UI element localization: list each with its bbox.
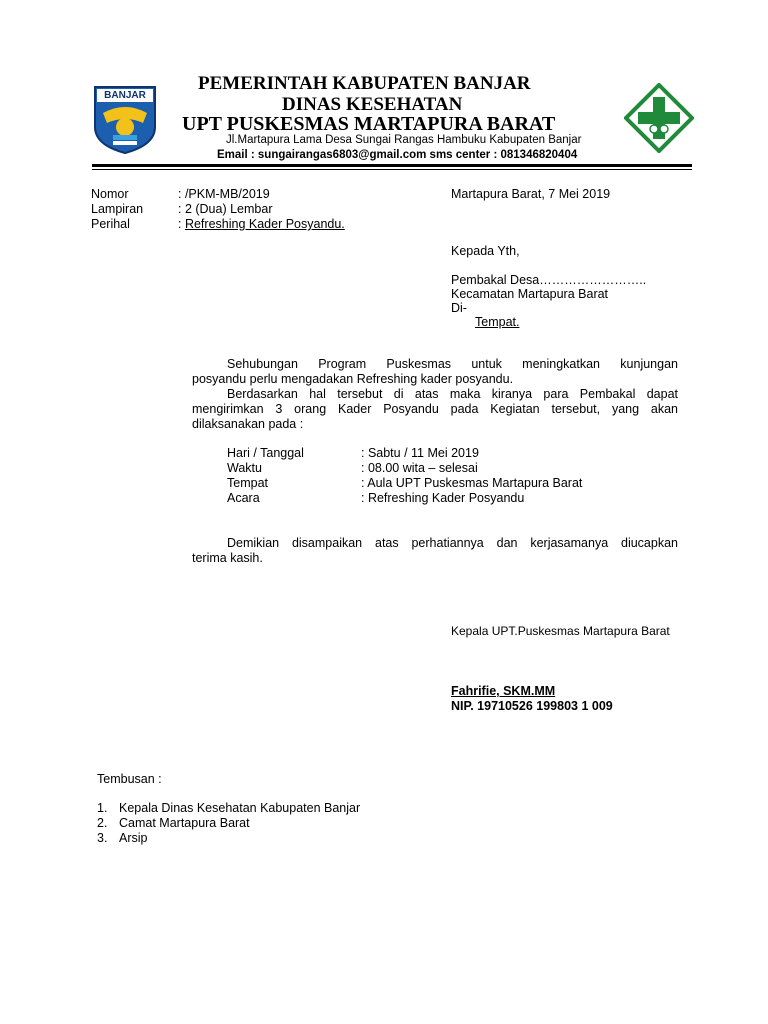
header-address: Jl.Martapura Lama Desa Sungai Rangas Hambuku Kabupaten Banjar xyxy=(226,134,582,146)
header-divider-thick xyxy=(92,164,692,167)
signature-title: Kepala UPT.Puskesmas Martapura Barat xyxy=(451,624,670,638)
detail-label-place: Tempat xyxy=(227,476,268,490)
cc-heading: Tembusan : xyxy=(97,772,162,786)
puskesmas-cross-logo xyxy=(624,83,694,153)
perihal-label: Perihal xyxy=(91,217,130,231)
cc-item xyxy=(97,801,360,816)
detail-label-event: Acara xyxy=(227,491,260,505)
recipient-line-2: Kecamatan Martapura Barat xyxy=(451,287,609,301)
recipient-line-1: Pembakal Desa…………………….. xyxy=(451,273,647,287)
nomor-value: : /PKM-MB/2019 xyxy=(178,187,270,201)
lampiran-value: : 2 (Dua) Lembar xyxy=(178,202,273,216)
cc-item xyxy=(97,831,147,846)
paragraph-3-line-1: Demikian disampaikan atas perhatiannya dan kerjasamanya diucapkan xyxy=(227,536,678,550)
cc-item xyxy=(97,816,250,831)
header-line-2: DINAS KESEHATAN xyxy=(282,94,463,115)
header-line-3: UPT PUSKESMAS MARTAPURA BARAT xyxy=(182,113,556,135)
paragraph-2-line-2: mengirimkan 3 orang Kader Posyandu pada Kegiatan tersebut, yang akan xyxy=(192,402,678,416)
paragraph-1-line-2: posyandu perlu mengadakan Refreshing kader posyandu. xyxy=(192,372,514,386)
header-divider-thin xyxy=(92,169,692,170)
lampiran-label: Lampiran xyxy=(91,202,144,216)
cc-item-number: 2. xyxy=(97,816,108,830)
cc-item-text: Kepala Dinas Kesehatan Kabupaten Banjar xyxy=(119,801,361,815)
signature-name: Fahrifie, SKM.MM xyxy=(451,684,556,698)
perihal-value-row xyxy=(178,217,345,232)
paragraph-3-line-2: terima kasih. xyxy=(192,551,263,565)
detail-value-place: : Aula UPT Puskesmas Martapura Barat xyxy=(361,476,583,490)
recipient-line-3: Di- xyxy=(451,301,467,315)
perihal-value: Refreshing Kader Posyandu. xyxy=(184,217,345,231)
cc-item-number: 1. xyxy=(97,801,108,815)
detail-value-date: : Sabtu / 11 Mei 2019 xyxy=(361,446,479,460)
header-contact: Email : sungairangas6803@gmail.com sms center : 081346820404 xyxy=(217,149,578,161)
cc-item-number: 3. xyxy=(97,831,108,845)
signature-nip: NIP. 19710526 199803 1 009 xyxy=(451,699,613,713)
paragraph-2-line-1: Berdasarkan hal tersebut di atas maka kiranya para Pembakal dapat xyxy=(227,387,678,401)
recipient-line-4: Tempat. xyxy=(475,315,520,329)
paragraph-1-line-1: Sehubungan Program Puskesmas untuk meningkatkan kunjungan xyxy=(227,357,678,371)
nomor-label: Nomor xyxy=(91,187,129,201)
recipient-greeting: Kepada Yth, xyxy=(451,244,520,258)
cc-item-text: Camat Martapura Barat xyxy=(119,816,250,830)
cc-item-text: Arsip xyxy=(119,831,148,845)
detail-label-time: Waktu xyxy=(227,461,262,475)
logo-label: BANJAR xyxy=(104,90,146,101)
perihal-colon: : xyxy=(178,217,185,231)
banjar-regency-logo xyxy=(91,83,159,155)
paragraph-2-line-3: dilaksanakan pada : xyxy=(192,417,304,431)
detail-value-time: : 08.00 wita – selesai xyxy=(361,461,478,475)
detail-value-event: : Refreshing Kader Posyandu xyxy=(361,491,525,505)
letter-date: Martapura Barat, 7 Mei 2019 xyxy=(451,187,611,201)
header-line-1: PEMERINTAH KABUPATEN BANJAR xyxy=(198,73,531,94)
detail-label-date: Hari / Tanggal xyxy=(227,446,304,460)
